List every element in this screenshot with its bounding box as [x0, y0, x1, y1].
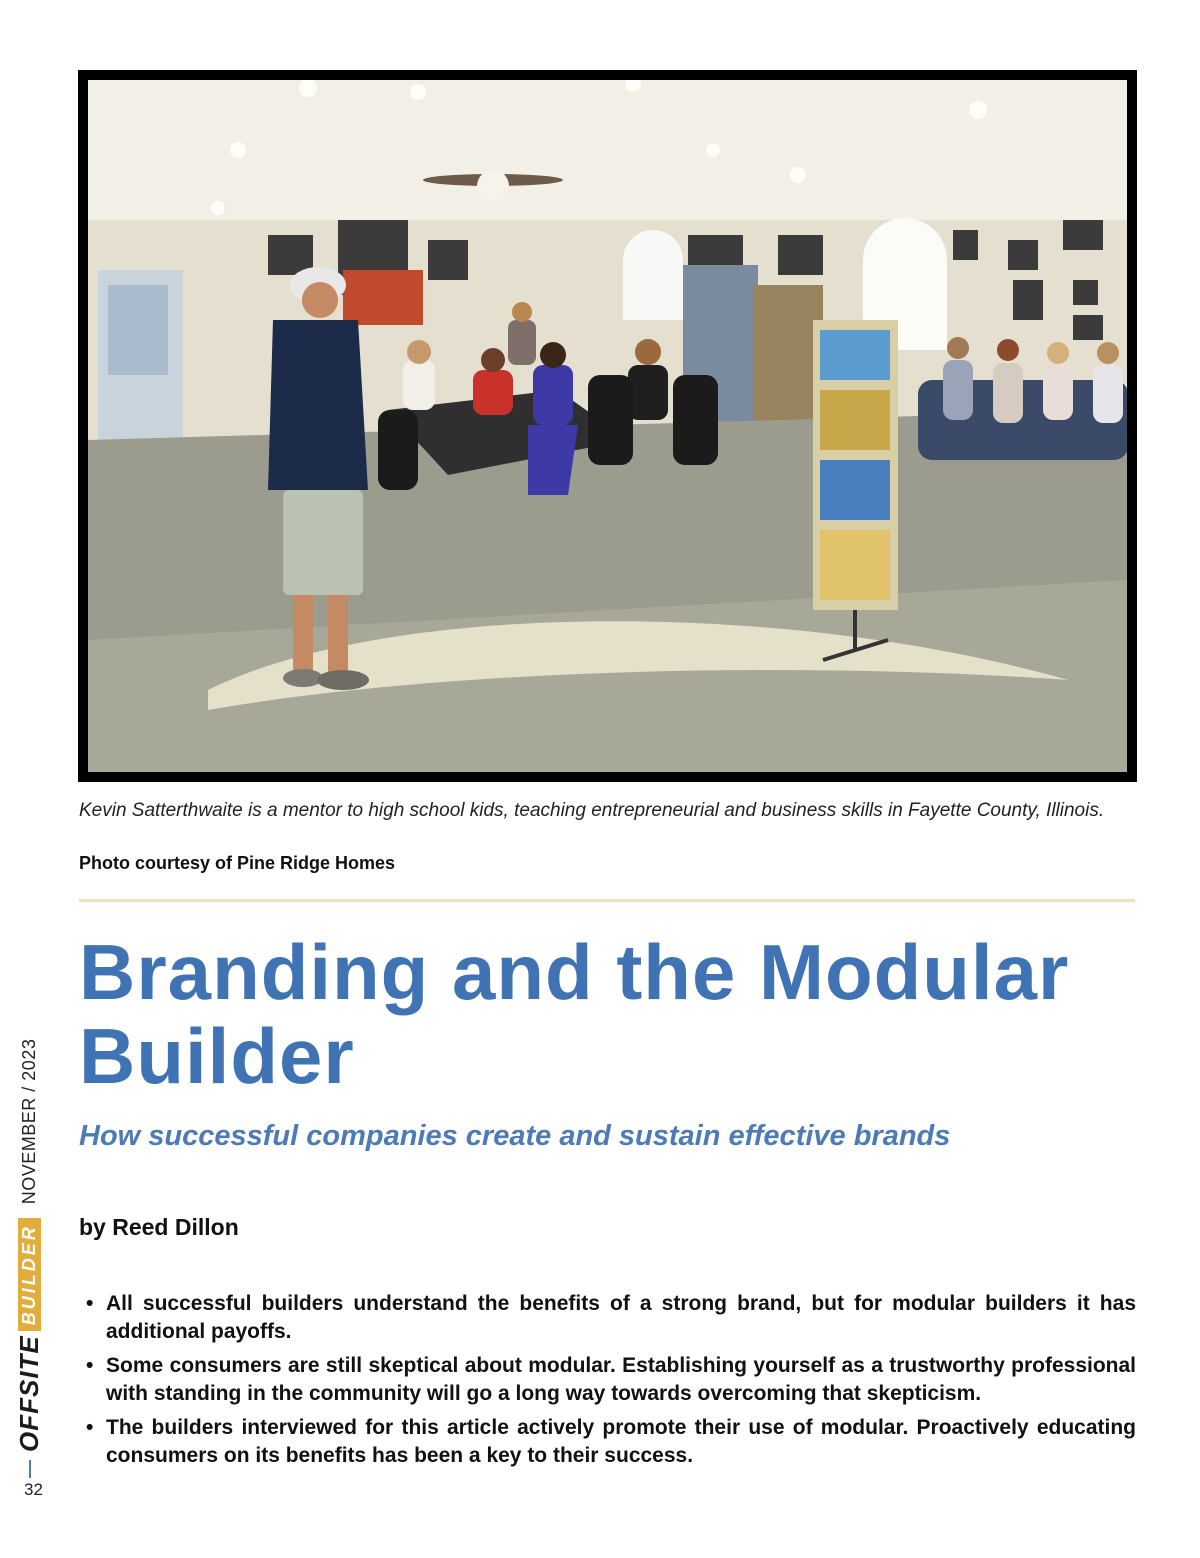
list-item-text: Some consumers are still skeptical about modular. Establishing yourself as a trustworthy professional with standing in the community will go a long way towards overcoming that skepticism.: [106, 1354, 1136, 1405]
list-item: [86, 1414, 1136, 1470]
article-photo: [78, 70, 1137, 782]
showroom-photo: [88, 80, 1127, 772]
list-item-text: The builders interviewed for this article actively promote their use of modular. Proactively educating consumers on its benefits has been a key to their success.: [106, 1416, 1136, 1467]
sidebar-divider: [29, 1460, 31, 1478]
magazine-title-word2: BUILDER: [18, 1218, 41, 1331]
list-item: [86, 1290, 1136, 1346]
magazine-sidebar: [14, 1039, 45, 1478]
list-item-text: All successful builders understand the benefits of a strong brand, but for modular builders it has additional payoffs.: [106, 1292, 1136, 1343]
article-subhead: How successful companies create and sustain effective brands: [79, 1120, 951, 1152]
article-byline: by Reed Dillon: [79, 1214, 239, 1240]
bullet-icon: •: [86, 1416, 94, 1439]
photo-caption: Kevin Satterthwaite is a mentor to high school kids, teaching entrepreneurial and business skills in Fayette County, Illinois.: [79, 800, 1105, 821]
issue-date: NOVEMBER / 2023: [19, 1038, 39, 1205]
section-divider: [79, 899, 1135, 902]
photo-credit: Photo courtesy of Pine Ridge Homes: [79, 853, 396, 873]
key-points-list: [86, 1290, 1136, 1476]
magazine-title-word1: OFFSITE: [14, 1335, 44, 1452]
bullet-icon: •: [86, 1354, 94, 1377]
bullet-icon: •: [86, 1292, 94, 1315]
list-item: [86, 1352, 1136, 1408]
article-headline: Branding and the Modular Builder: [79, 928, 1070, 1100]
page-number: 32: [24, 1480, 43, 1499]
